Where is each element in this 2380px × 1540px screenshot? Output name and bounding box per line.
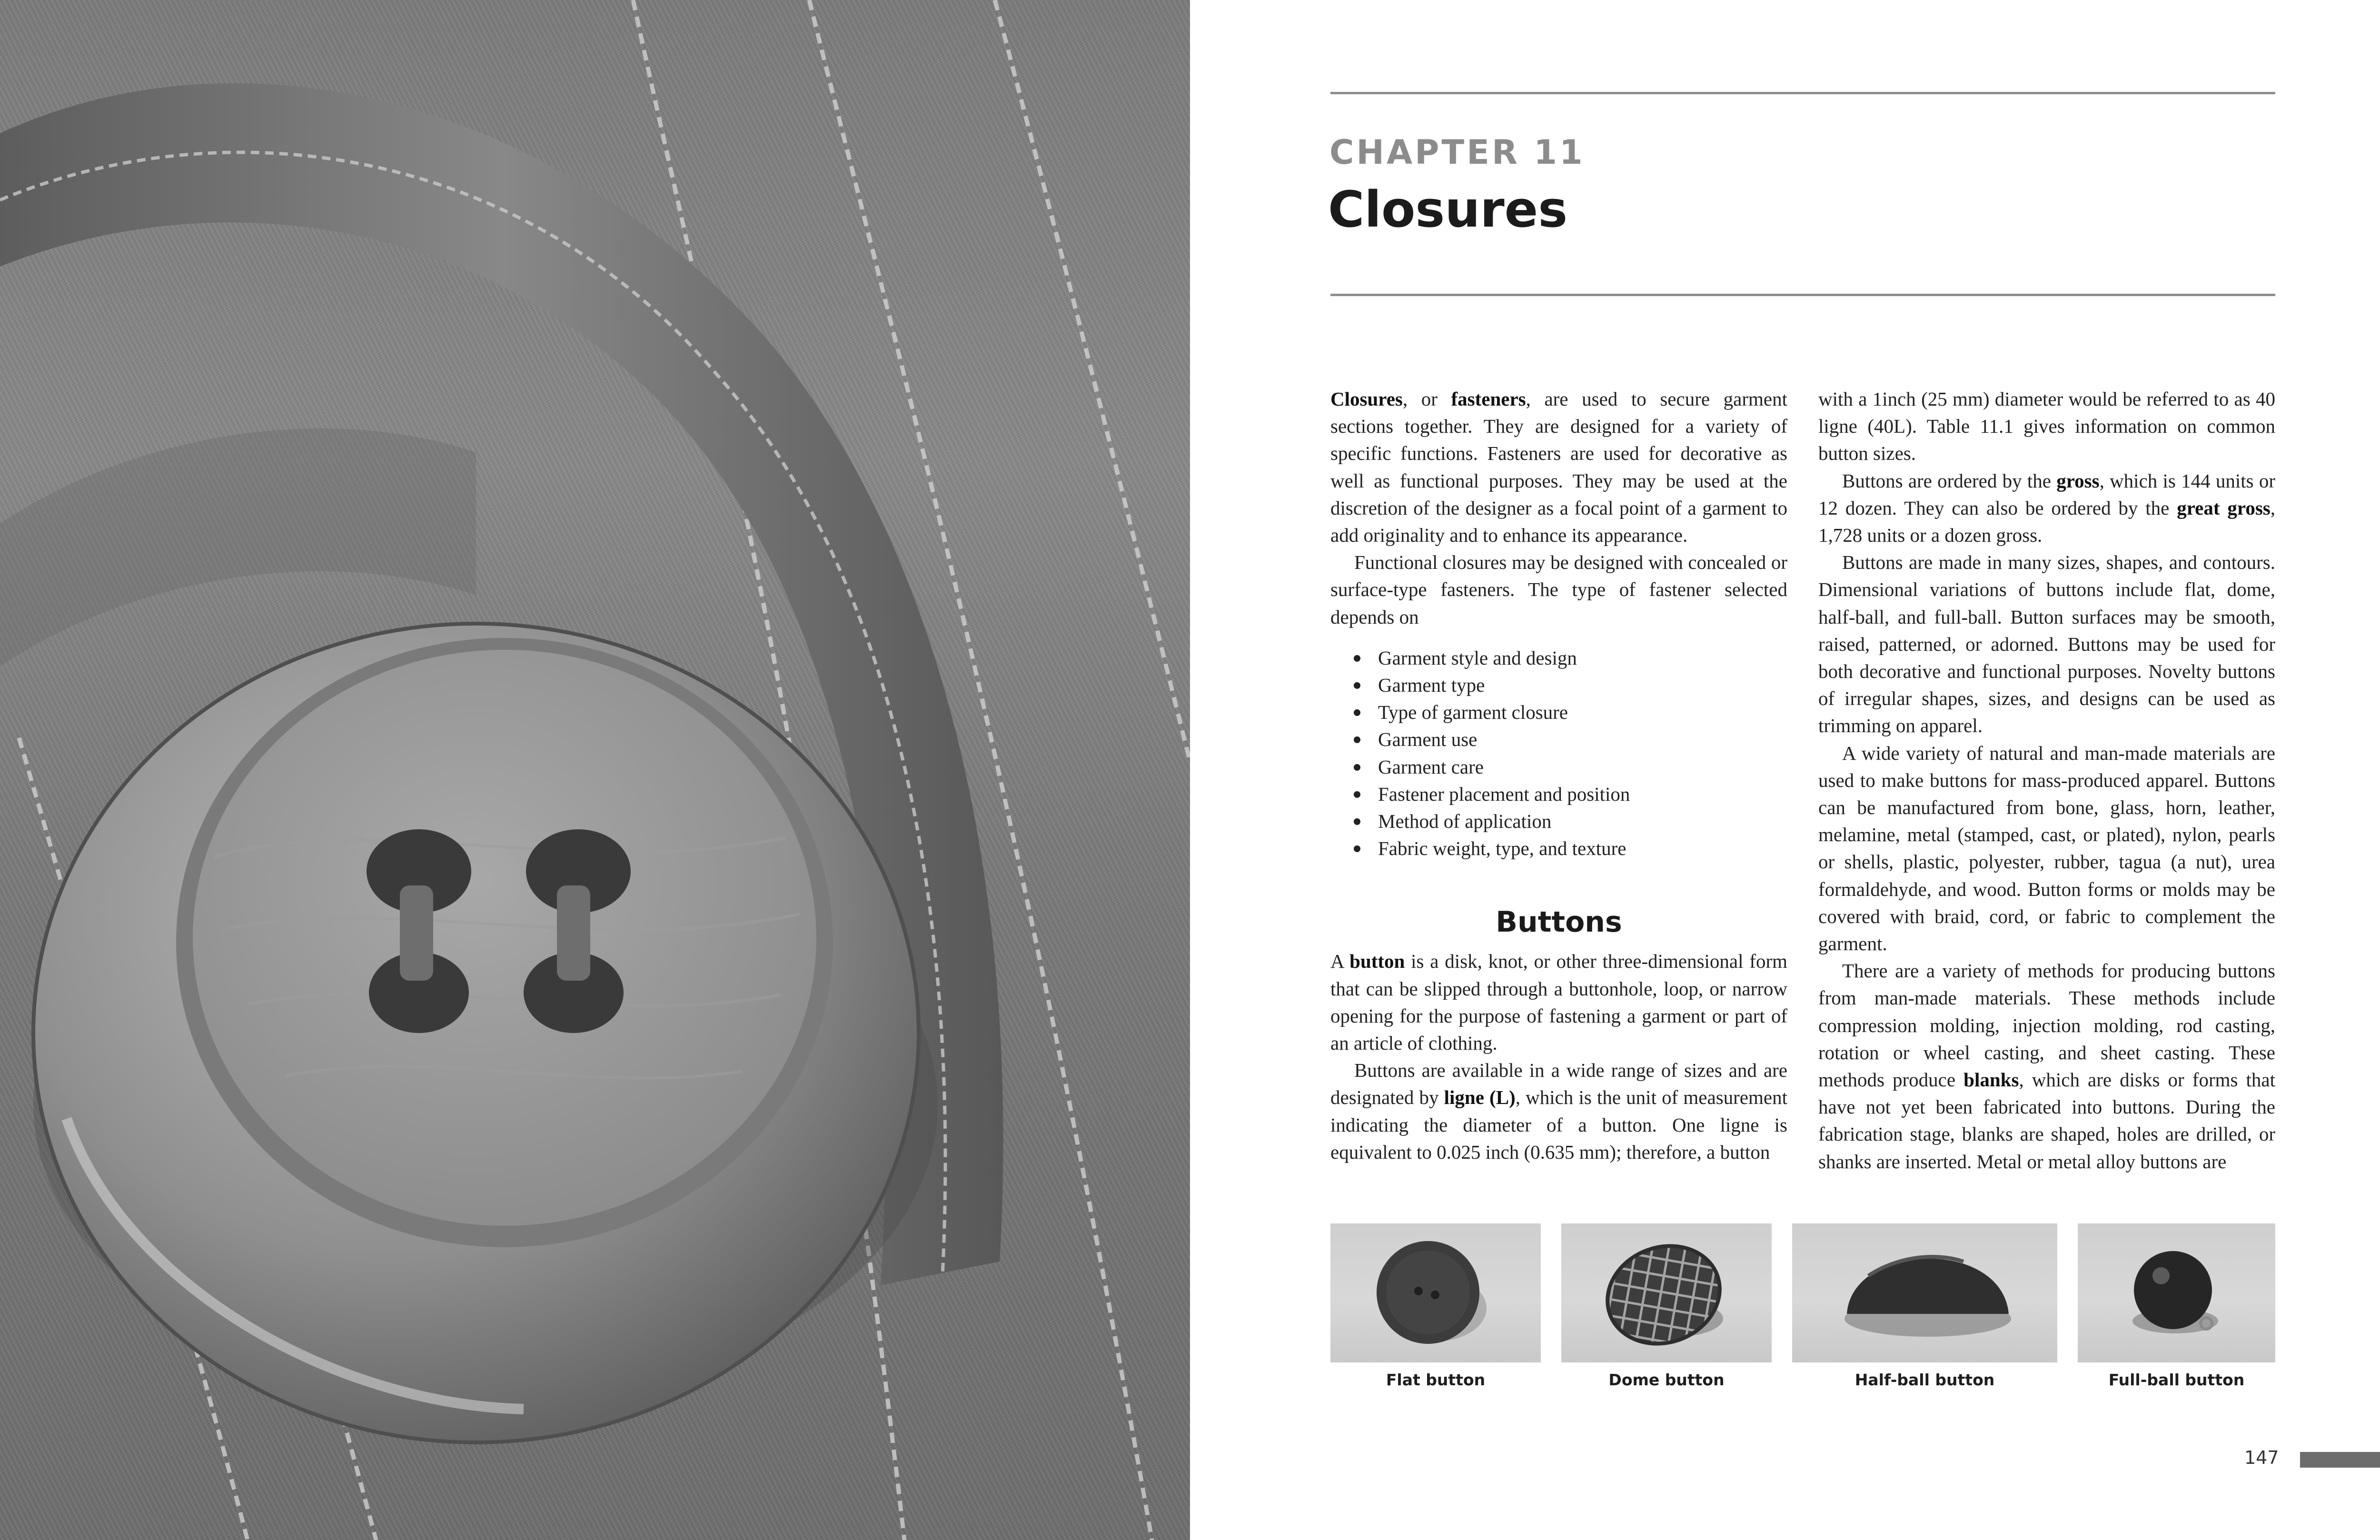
figure-caption: Flat button (1386, 1371, 1486, 1389)
fastener-selection-paragraph: Functional closures may be designed with concealed or surface-type fasteners. The type of fastener selected depends on (1330, 551, 1787, 628)
text-run: A (1330, 950, 1350, 973)
gross-paragraph (1818, 467, 2275, 549)
page-edge-tab (2300, 1452, 2380, 1468)
term-closures: Closures (1330, 388, 1403, 410)
text-run: Buttons are available in a wide range of sizes and are designated by (1330, 1059, 1787, 1109)
text-run: , which are disks or forms that have not yet been fabricated into buttons. During the fabrication stage, blanks are shaped, holes are drilled, or shanks are inserted. Metal or metal alloy buttons are (1818, 1069, 2275, 1172)
button-production-paragraph (1818, 957, 2275, 1175)
list-item: Garment type (1352, 672, 1787, 699)
term-ligne: ligne (L) (1444, 1086, 1516, 1109)
full-ball-button-photo (2078, 1223, 2275, 1362)
text-run: , or (1402, 388, 1451, 410)
text-column-left (1330, 386, 1787, 1166)
term-gross: gross (2056, 469, 2100, 492)
button-shapes-paragraph: Buttons are made in many sizes, shapes, and contours. Dimensional variations of buttons include flat, dome, half-ball, and full-ball. Button surfaces may be smooth, raised, patterned, or adorned. Buttons may be used for both decorative and functional purposes. Novelty buttons of irregular shapes, sizes, and designs can be used as trimming on apparel. (1818, 551, 2275, 737)
four-hole-button (33, 624, 919, 1442)
text-run: There are a variety of methods for producing buttons from man-made materials. These methods include compression molding, injection molding, rod casting, rotation or wheel casting, and sheet casting. These methods produce (1818, 960, 2275, 1091)
dome-button-photo (1561, 1223, 1772, 1362)
term-blanks: blanks (1964, 1069, 2019, 1091)
list-item: Fastener placement and position (1352, 781, 1787, 808)
flat-button-photo (1330, 1223, 1541, 1362)
list-item: Garment use (1352, 726, 1787, 753)
list-item: Fabric weight, type, and texture (1352, 835, 1787, 862)
chapter-bottom-rule (1330, 294, 2275, 296)
ligne-paragraph (1330, 1057, 1787, 1166)
half-ball-button-photo (1792, 1223, 2057, 1362)
fastener-criteria-list (1330, 645, 1787, 863)
figure-caption: Dome button (1608, 1371, 1725, 1389)
list-item: Type of garment closure (1352, 699, 1787, 726)
button-materials-paragraph: A wide variety of natural and man-made materials are used to make buttons for mass-produced apparel. Buttons can be manufactured from bone, glass, horn, leather, melamine, metal (stamped, cast, or plated), nylon, pearls or shells, plastic, polyester, rubber, tagua (a nut), urea formaldehyde, and wood. Button forms or molds may be covered with braid, cord, or fabric to complement the garment. (1818, 742, 2275, 955)
intro-paragraph (1330, 386, 1787, 549)
text-page (1190, 0, 2380, 1540)
list-item: Method of application (1352, 808, 1787, 835)
section-heading-buttons: Buttons (1496, 905, 1622, 939)
text-column-right (1818, 386, 2275, 1175)
term-fasteners: fasteners (1451, 388, 1526, 410)
figure-caption: Full-ball button (2108, 1371, 2245, 1389)
page-number: 147 (2244, 1447, 2279, 1468)
figure-caption: Half-ball button (1854, 1371, 1995, 1389)
text-run: , which is the unit of measurement indicating the diameter of a button. One ligne is equivalent to 0.025 inch (0.635 mm); therefore, a button (1330, 1086, 1787, 1163)
chapter-label: CHAPTER 11 (1329, 133, 1585, 172)
chapter-top-rule (1330, 92, 2275, 94)
ligne-continued-paragraph: with a 1inch (25 mm) diameter would be referred to as 40 ligne (40L). Table 11.1 gives information on common button sizes. (1818, 388, 2275, 465)
list-item: Garment care (1352, 754, 1787, 781)
text-run: , are used to secure garment sections together. They are designed for a variety of specific functions. Fasteners are used for decorative as well as functional purposes. They may be used at the discretion of the designer as a focal point of a garment to add originality and to enhance its appearance. (1330, 388, 1787, 546)
term-great-gross: great gross (2177, 497, 2271, 519)
button-definition-paragraph (1330, 948, 1787, 1057)
text-run: Buttons are ordered by the (1842, 469, 2057, 492)
chapter-title: Closures (1328, 180, 1568, 238)
text-run: , 1,728 units or a dozen gross. (1818, 497, 2275, 546)
list-item: Garment style and design (1352, 645, 1787, 672)
text-run: , which is 144 units or 12 dozen. They can also be ordered by the (1818, 469, 2275, 519)
text-run: is a disk, knot, or other three-dimensional form that can be slipped through a buttonhole, loop, or narrow opening for the purpose of fastening a garment or part of an article of clothing. (1330, 950, 1787, 1054)
term-button: button (1349, 950, 1405, 973)
